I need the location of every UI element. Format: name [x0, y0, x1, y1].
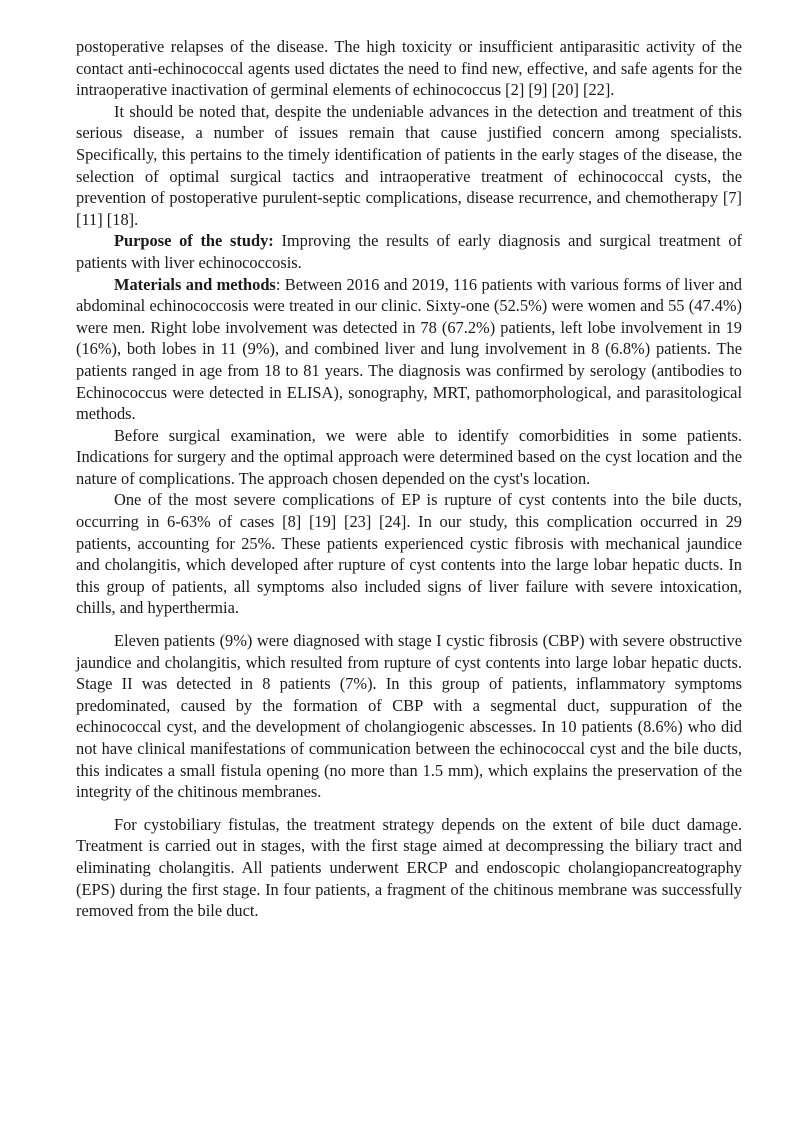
materials-methods-heading: Materials and methods: [114, 274, 276, 294]
paragraph-purpose: [76, 230, 742, 273]
paragraph-open-issues: It should be noted that, despite the undeniable advances in the detection and treatment of this serious disease, a number of issues remain that cause justified concern among specialists. Specifically, this pertains to the timely identification of patients in the early stages of the disease, the selection of optimal surgical tactics and intraoperative treatment of echinococcal cysts, the prevention of postoperative purulent-septic complications, disease recurrence, and chemotherapy [7] [11] [18].: [76, 101, 742, 229]
materials-methods-text: : Between 2016 and 2019, 116 patients with various forms of liver and abdominal echinococcosis were treated in our clinic. Sixty-one (52.5%) were women and 55 (47.4%) were men. Right lobe involvement was detected in 78 (67.2%) patients, left lobe involvement in 19 (16%), both lobes in 11 (9%), and combined liver and lung involvement in 8 (6.8%) patients. The patients ranged in age from 18 to 81 years. The diagnosis was confirmed by serology (antibodies to Echinococcus were detected in ELISA), sonography, MRT, pathomorphological, and parasitological methods.: [76, 274, 742, 424]
paragraph-intro-continuation: postoperative relapses of the disease. The high toxicity or insufficient antiparasitic activity of the contact anti-echinococcal agents used dictates the need to find new, effective, and safe agents for the intraoperative inactivation of germinal elements of echinococcus [2] [9] [20] [22].: [76, 37, 742, 100]
paragraph-materials-methods: [76, 274, 742, 425]
paragraph-treatment-strategy: For cystobiliary fistulas, the treatment strategy depends on the extent of bile duct damage. Treatment is carried out in stages, with the first stage aimed at decompressing the biliary tract and eliminating cholangitis. All patients underwent ERCP and endoscopic cholangiopancreatography (EPS) during the first stage. In four patients, a fragment of the chitinous membrane was successfully removed from the bile duct.: [76, 814, 742, 921]
purpose-heading: Purpose of the study:: [114, 231, 274, 251]
purpose-text: Improving the results of early diagnosis and surgical treatment of patients with liver echinococcosis.: [76, 231, 742, 272]
paragraph-complications: One of the most severe complications of EP is rupture of cyst contents into the bile ducts, occurring in 6-63% of cases [8] [19] [23] [24]. In our study, this complication occurred in 29 patients, accounting for 25%. These patients experienced cystic fibrosis with mechanical jaundice and cholangitis, which developed after rupture of cyst contents into the large lobar hepatic ducts. In this group of patients, all symptoms also included signs of liver failure with severe intoxication, chills, and hyperthermia.: [76, 490, 742, 618]
paragraph-comorbidities: Before surgical examination, we were able to identify comorbidities in some patients. Indications for surgery and the optimal approach were determined based on the cyst location and the nature of complications. The approach chosen depended on the cyst's location.: [76, 425, 742, 488]
paragraph-cystic-fibrosis-stages: Eleven patients (9%) were diagnosed with stage I cystic fibrosis (CBP) with severe obstructive jaundice and cholangitis, which resulted from rupture of cyst contents into large lobar hepatic ducts. Stage II was detected in 8 patients (7%). In this group of patients, inflammatory symptoms predominated, caused by the formation of CBP with a segmental duct, suppuration of the echinococcal cyst, and the development of cholangiogenic abscesses. In 10 patients (8.6%) who did not have clinical manifestations of communication between the echinococcal cyst and the bile ducts, this indicates a small fistula opening (no more than 1.5 mm), which explains the preservation of the integrity of the chitinous membranes.: [76, 631, 742, 802]
